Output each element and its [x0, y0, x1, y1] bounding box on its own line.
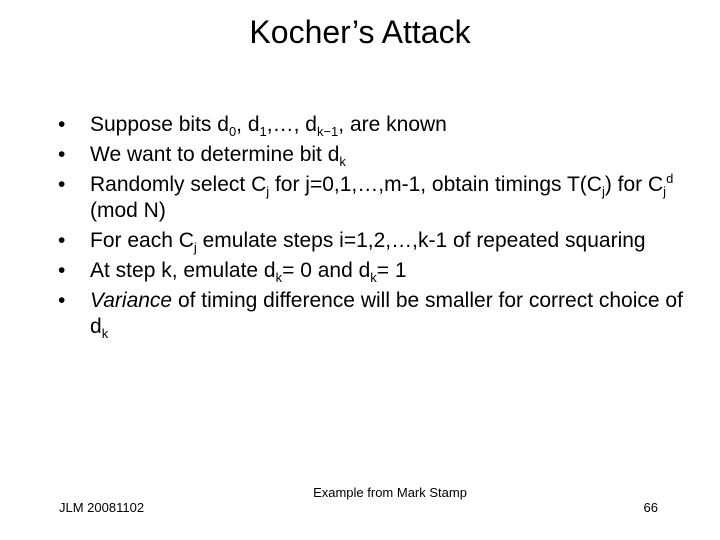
bullet-symbol: •	[58, 113, 66, 136]
bullet-item	[58, 258, 698, 284]
bullet-text: Variance of timing difference will be smaller for correct choice of $d_k$	[90, 289, 683, 341]
bullet-item	[58, 172, 698, 224]
bullet-symbol: •	[58, 229, 66, 252]
footer-left-text: JLM 20081102	[59, 500, 145, 515]
page-number: 66	[643, 500, 658, 515]
bullet-text: Randomly select $C_j$ for j=0,1,…,m-1, obtain timings $T(C_j)$ for $C_j^d$ (mod N)	[90, 171, 674, 222]
bullet-item	[58, 228, 698, 254]
bullet-symbol: •	[58, 173, 66, 196]
slide-title: Kocher’s Attack	[249, 14, 471, 50]
bullet-item	[58, 142, 698, 168]
bullet-text: Suppose bits $d_0$, $d_1,\dots$, $d_{k-1}$, are known	[90, 113, 447, 139]
bullet-item	[58, 288, 698, 340]
footer-source-note: Example from Mark Stamp	[313, 485, 467, 500]
bullet-item	[58, 112, 698, 138]
bullet-text: For each $C_j$ emulate steps i=1,2,…,k-1 of repeated squaring	[90, 229, 646, 255]
bullet-text: We want to determine bit $d_k$	[90, 143, 346, 169]
bullet-list	[58, 112, 698, 344]
bullet-symbol: •	[58, 143, 66, 166]
bullet-symbol: •	[58, 259, 66, 282]
bullet-symbol: •	[58, 289, 66, 312]
bullet-text: At step k, emulate $d_k= 0$ and $d_k= 1$	[90, 259, 407, 285]
